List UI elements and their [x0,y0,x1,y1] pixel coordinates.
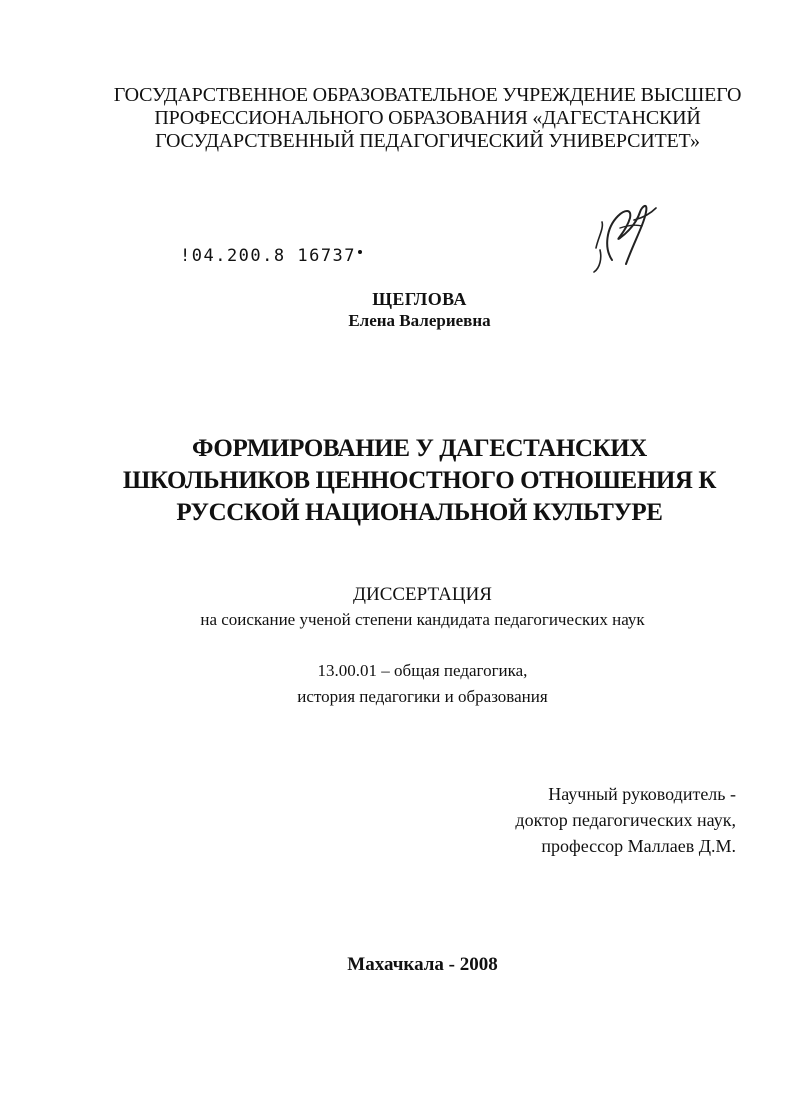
stamp-number: !04.200.8 16737 [180,246,357,266]
registration-stamp [180,246,362,266]
author-name: Елена Валериевна [348,311,491,330]
specialty-line-2: история педагогики и образования [297,687,548,706]
institution-line-1: ГОСУДАРСТВЕННОЕ ОБРАЗОВАТЕЛЬНОЕ УЧРЕЖДЕНИЕ ВЫСШЕГО [113,84,742,106]
dissertation-title [22,433,795,529]
signature-handwritten [590,198,670,276]
author-surname: ЩЕГЛОВА [372,289,467,309]
institution-header [40,84,795,153]
supervisor-line-3: профессор Маллаев Д.М. [541,836,736,856]
specialty-code [25,658,795,710]
place-and-year: Махачкала - 2008 [347,954,498,975]
supervisor-line-1: Научный руководитель - [548,784,736,804]
title-line-2: ШКОЛЬНИКОВ ЦЕННОСТНОГО ОТНОШЕНИЯ К [122,467,717,494]
title-line-3: РУССКОЙ НАЦИОНАЛЬНОЙ КУЛЬТУРЕ [176,499,663,526]
stamp-dot [358,250,362,254]
degree-description: на соискание ученой степени кандидата педагогических наук [200,610,645,629]
supervisor-line-2: доктор педагогических наук, [515,810,736,830]
scientific-supervisor [460,781,736,859]
institution-line-3: ГОСУДАРСТВЕННЫЙ ПЕДАГОГИЧЕСКИЙ УНИВЕРСИТЕТ» [155,130,700,152]
institution-line-2: ПРОФЕССИОНАЛЬНОГО ОБРАЗОВАНИЯ «ДАГЕСТАНСКИЙ [154,107,701,129]
document-type: ДИССЕРТАЦИЯ [353,584,492,605]
title-line-1: ФОРМИРОВАНИЕ У ДАГЕСТАНСКИХ [192,435,647,462]
specialty-line-1: 13.00.01 – общая педагогика, [317,661,528,680]
